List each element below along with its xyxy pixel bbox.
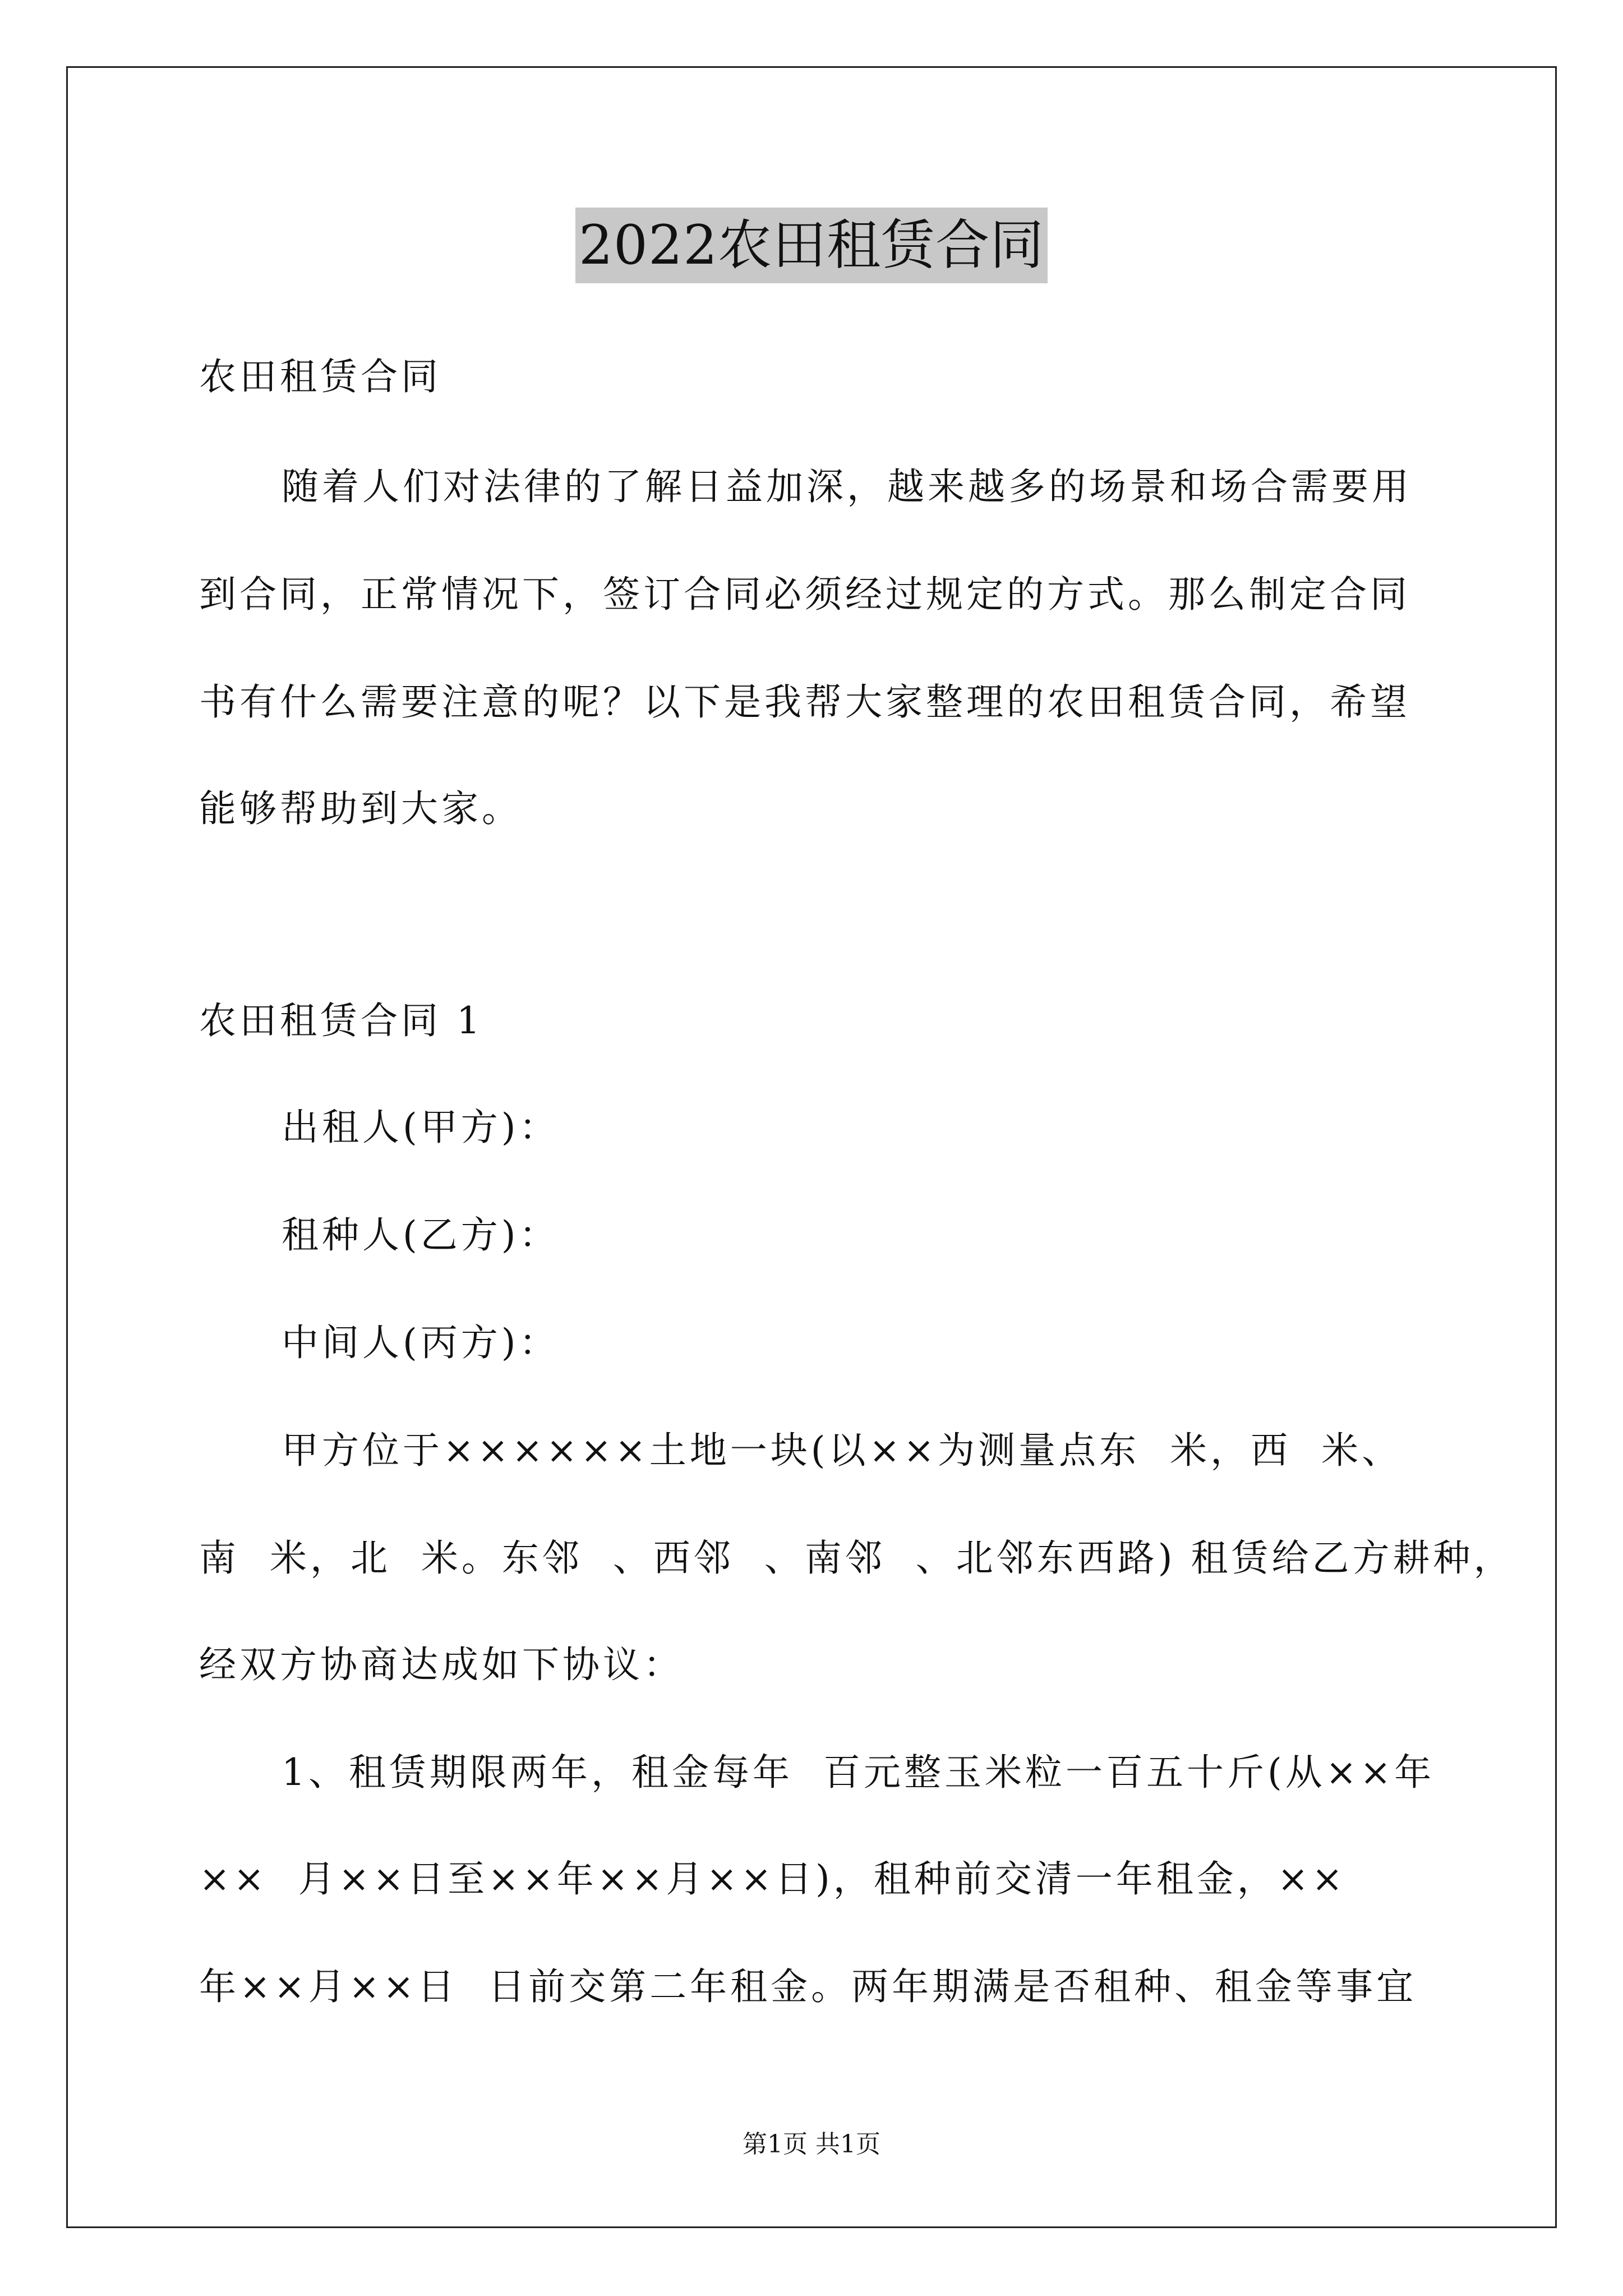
- document-subtitle: 农田租赁合同: [199, 355, 441, 398]
- title-container: [0, 208, 1623, 283]
- intro-line-2: 到合同，正常情况下，签订合同必须经过规定的方式。那么制定合同: [199, 573, 1410, 616]
- body-line-5: ×× 月××日至××年××月××日)，租种前交清一年租金，××: [199, 1857, 1347, 1901]
- party-tenant: 租种人(乙方)：: [282, 1213, 560, 1257]
- body-line-1: 甲方位于××××××土地一块(以××为测量点东 米，西 米、: [282, 1429, 1403, 1472]
- body-line-4: 1、租赁期限两年，租金每年 百元整玉米粒一百五十斤(从××年: [282, 1751, 1435, 1794]
- body-line-6: 年××月××日 日前交第二年租金。两年期满是否租种、租金等事宜: [199, 1965, 1417, 2008]
- intro-line-3: 书有什么需要注意的呢？以下是我帮大家整理的农田租赁合同，希望: [199, 680, 1410, 724]
- section-heading: 农田租赁合同 1: [199, 999, 483, 1042]
- intro-line-1: 随着人们对法律的了解日益加深，越来越多的场景和场合需要用: [282, 465, 1412, 508]
- document-title: 2022农田租赁合同: [575, 208, 1048, 283]
- body-line-3: 经双方协商达成如下协议：: [199, 1643, 684, 1686]
- body-line-2: 南 米，北 米。东邻 、西邻 、南邻 、北邻东西路) 租赁给乙方耕种，: [199, 1536, 1514, 1580]
- party-lessor: 出租人(甲方)：: [282, 1106, 560, 1149]
- page-number-footer: 第1页 共1页: [743, 2130, 880, 2159]
- intro-line-4: 能够帮助到大家。: [199, 787, 522, 830]
- party-intermediary: 中间人(丙方)：: [282, 1321, 560, 1364]
